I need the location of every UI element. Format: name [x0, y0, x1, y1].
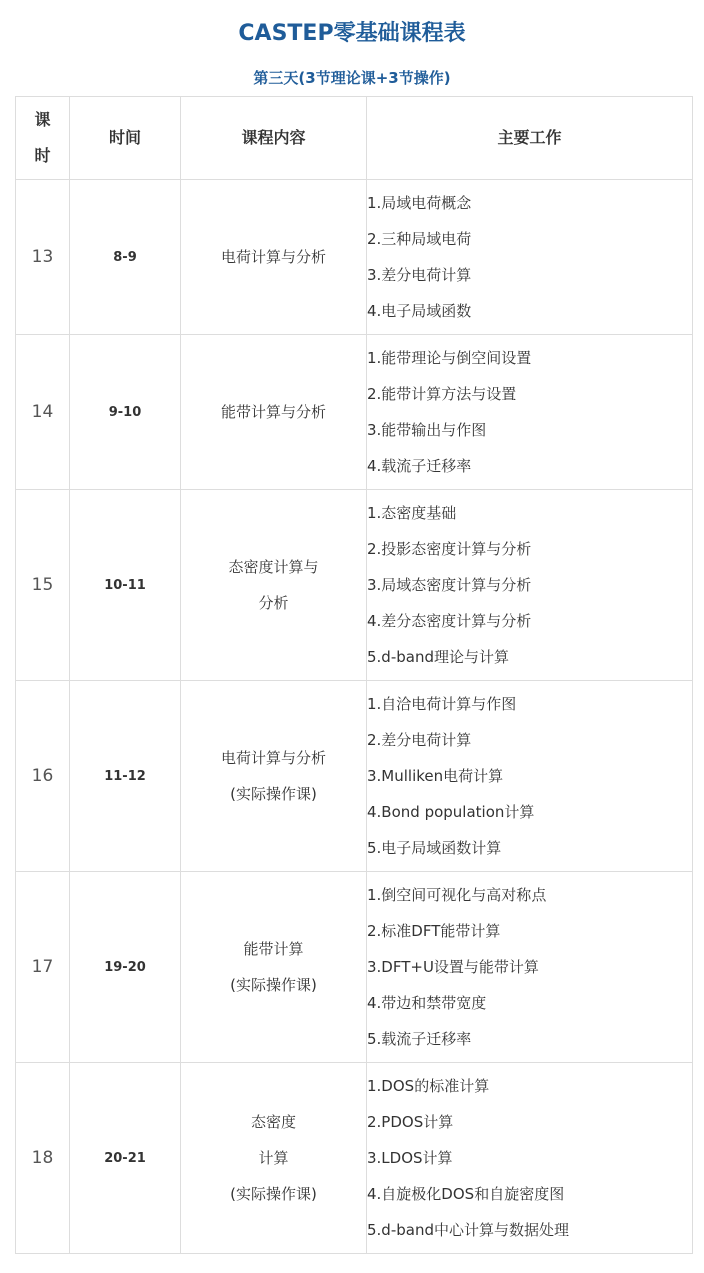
lesson-content: [181, 872, 367, 1063]
lesson-content-line: 态密度计算与: [228, 558, 319, 576]
work-item: 1.倒空间可视化与高对称点: [367, 886, 547, 904]
table-row: [16, 180, 693, 335]
lesson-content-line: (实际操作课): [230, 785, 317, 803]
schedule-table: [15, 96, 693, 1254]
lesson-content: [181, 681, 367, 872]
work-item: 2.能带计算方法与设置: [367, 385, 517, 403]
schedule-body: [16, 180, 693, 1254]
lesson-content-line: 电荷计算与分析: [220, 749, 326, 767]
lesson-content: [181, 335, 367, 490]
work-item: 4.Bond population计算: [367, 803, 535, 821]
header-content: 课程内容: [181, 97, 367, 180]
work-item: 2.三种局域电荷: [367, 230, 472, 248]
lesson-content-line: 计算: [258, 1149, 289, 1167]
header-lesson: [16, 97, 70, 180]
lesson-time: 11-12: [70, 681, 181, 872]
lesson-content-line: (实际操作课): [230, 976, 317, 994]
work-item: 5.d-band中心计算与数据处理: [367, 1221, 569, 1239]
page-title: CASTEP零基础课程表: [238, 21, 466, 46]
work-item: 2.差分电荷计算: [367, 731, 472, 749]
lesson-time: 19-20: [70, 872, 181, 1063]
work-item: 4.带边和禁带宽度: [367, 994, 487, 1012]
header-lesson-line2: 时: [34, 146, 51, 165]
lesson-content-line: 能带计算与分析: [220, 403, 326, 421]
lesson-content: [181, 1063, 367, 1254]
work-item: 1.自洽电荷计算与作图: [367, 695, 517, 713]
work-item: 4.载流子迁移率: [367, 457, 472, 475]
lesson-time: 9-10: [70, 335, 181, 490]
lesson-content-line: 能带计算: [243, 940, 304, 958]
table-row: [16, 335, 693, 490]
table-row: [16, 872, 693, 1063]
lesson-work-list: [367, 872, 693, 1063]
work-item: 4.自旋极化DOS和自旋密度图: [367, 1185, 565, 1203]
work-item: 2.投影态密度计算与分析: [367, 540, 532, 558]
header-work: 主要工作: [367, 97, 693, 180]
lesson-work-list: [367, 335, 693, 490]
lesson-work-list: [367, 681, 693, 872]
work-item: 5.电子局域函数计算: [367, 839, 502, 857]
work-item: 3.能带输出与作图: [367, 421, 487, 439]
page-subtitle: 第三天(3节理论课+3节操作): [253, 69, 451, 87]
work-item: 3.局域态密度计算与分析: [367, 576, 532, 594]
work-item: 3.Mulliken电荷计算: [367, 767, 504, 785]
lesson-number: 16: [16, 681, 70, 872]
lesson-number: 15: [16, 490, 70, 681]
lesson-content-line: 电荷计算与分析: [220, 248, 326, 266]
work-item: 4.电子局域函数: [367, 302, 472, 320]
work-item: 1.态密度基础: [367, 504, 457, 522]
work-item: 2.PDOS计算: [367, 1113, 454, 1131]
lesson-number: 14: [16, 335, 70, 490]
work-item: 3.差分电荷计算: [367, 266, 472, 284]
lesson-content-line: 态密度: [250, 1113, 296, 1131]
work-item: 5.载流子迁移率: [367, 1030, 472, 1048]
work-item: 1.能带理论与倒空间设置: [367, 349, 532, 367]
work-item: 5.d-band理论与计算: [367, 648, 509, 666]
lesson-content: [181, 180, 367, 335]
table-row: [16, 681, 693, 872]
table-row: [16, 1063, 693, 1254]
work-item: 1.局域电荷概念: [367, 194, 472, 212]
table-row: [16, 490, 693, 681]
work-item: 2.标准DFT能带计算: [367, 922, 501, 940]
lesson-work-list: [367, 490, 693, 681]
lesson-content-line: (实际操作课): [230, 1185, 317, 1203]
lesson-time: 8-9: [70, 180, 181, 335]
header-lesson-line1: 课: [34, 110, 51, 129]
work-item: 3.LDOS计算: [367, 1149, 453, 1167]
lesson-time: 10-11: [70, 490, 181, 681]
lesson-work-list: [367, 1063, 693, 1254]
work-item: 4.差分态密度计算与分析: [367, 612, 532, 630]
lesson-number: 13: [16, 180, 70, 335]
header-time: 时间: [70, 97, 181, 180]
lesson-content: [181, 490, 367, 681]
lesson-work-list: [367, 180, 693, 335]
work-item: 1.DOS的标准计算: [367, 1077, 490, 1095]
table-header-row: [16, 97, 693, 180]
lesson-number: 17: [16, 872, 70, 1063]
lesson-content-line: 分析: [258, 594, 289, 612]
lesson-time: 20-21: [70, 1063, 181, 1254]
work-item: 3.DFT+U设置与能带计算: [367, 958, 539, 976]
lesson-number: 18: [16, 1063, 70, 1254]
